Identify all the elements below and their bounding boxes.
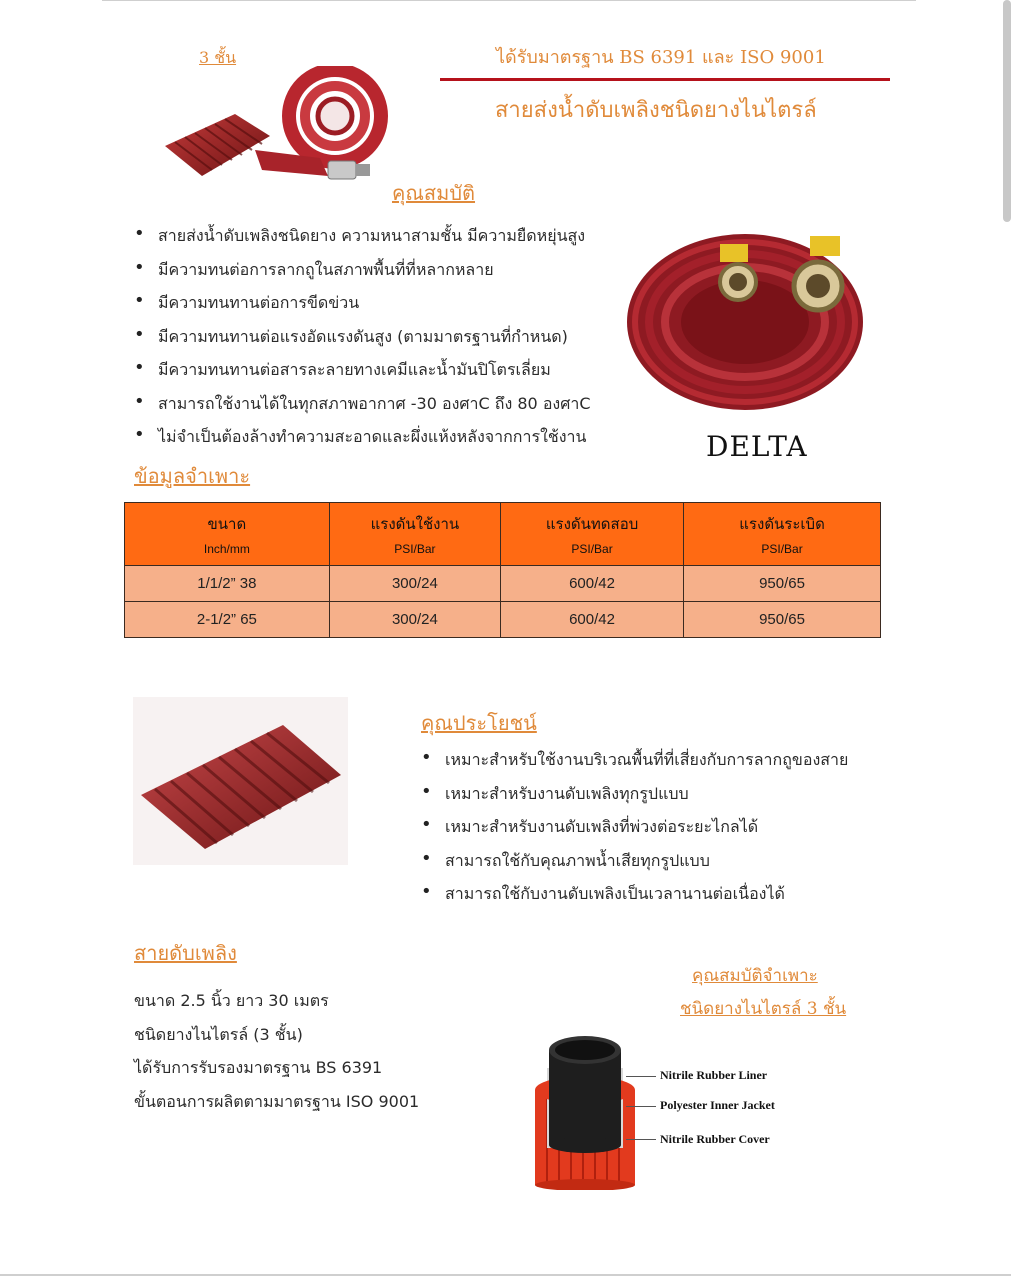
hose-details: [134, 984, 419, 1118]
property-item: • ไม่จำเป็นต้องล้างทำความสะอาดและผึ่งแห้งหลังจากการใช้งาน: [134, 425, 604, 459]
layer-count-label: 3 ชั้น: [199, 48, 237, 67]
benefits-list: [421, 748, 891, 916]
properties-heading: คุณสมบัติ: [392, 181, 476, 205]
table-header-row: [125, 503, 881, 566]
table-cell: 950/65: [684, 602, 881, 638]
benefit-item: • สามารถใช้กับคุณภาพน้ำเสียทุกรูปแบบ: [421, 849, 891, 883]
hose-detail-line: ขั้นตอนการผลิตตามมาตรฐาน ISO 9001: [134, 1091, 420, 1111]
property-item: • สายส่งน้ำดับเพลิงชนิดยาง ความหนาสามชั้น มีความยืดหยุ่นสูง: [134, 224, 604, 258]
header-cell-test: แรงดันทดสอบ PSI/Bar: [501, 503, 684, 566]
property-item: • มีความทนทานต่อการขีดข่วน: [134, 291, 604, 325]
table-cell: 300/24: [329, 566, 500, 602]
benefit-item: • เหมาะสำหรับใช้งานบริเวณพื้นที่ที่เสี่ยงกับการลากถูของสาย: [421, 748, 891, 782]
leader-line: [626, 1139, 656, 1140]
standards-heading: ได้รับมาตรฐาน BS 6391 และ ISO 9001: [496, 47, 826, 68]
table-cell: 600/42: [501, 602, 684, 638]
leader-line: [626, 1106, 656, 1107]
spec-table: [124, 502, 881, 638]
flat-hose-image: [133, 697, 348, 865]
spec-heading: ข้อมูลจำเพาะ: [134, 464, 251, 488]
leader-line: [626, 1076, 656, 1077]
hose-product-image: [160, 66, 395, 194]
table-cell: 600/42: [501, 566, 684, 602]
property-item: • มีความทนต่อการลากถูในสภาพพื้นที่ที่หลากหลาย: [134, 258, 604, 292]
header-cell-size: ขนาด Inch/mm: [125, 503, 330, 566]
top-divider: [102, 0, 916, 1]
property-item: • สามารถใช้งานได้ในทุกสภาพอากาศ -30 องศาC ถึง 80 องศาC: [134, 392, 604, 426]
table-cell: 1/1/2” 38: [125, 566, 330, 602]
hose-detail-line: ได้รับการรับรองมาตรฐาน BS 6391: [134, 1058, 383, 1077]
scrollbar-thumb[interactable]: [1003, 0, 1011, 222]
layers-subheading: ชนิดยางไนไตรล์ 3 ชั้น: [680, 999, 847, 1019]
benefit-item: • เหมาะสำหรับงานดับเพลิงที่พ่วงต่อระยะไกลได้: [421, 815, 891, 849]
table-cell: 2-1/2” 65: [125, 602, 330, 638]
header-divider: [440, 78, 890, 81]
hose-layers-diagram: [525, 1030, 655, 1190]
table-row: [125, 566, 881, 602]
hose-detail-line: ขนาด 2.5 นิ้ว ยาว 30 เมตร: [134, 991, 329, 1010]
brand-name: DELTA: [706, 430, 808, 463]
header-cell-burst: แรงดันระเบิด PSI/Bar: [684, 503, 881, 566]
layers-heading: คุณสมบัติจำเพาะ: [692, 966, 818, 986]
hose-heading: สายดับเพลิง: [134, 941, 237, 965]
header-cell-working: แรงดันใช้งาน PSI/Bar: [329, 503, 500, 566]
coiled-hose-image: [620, 222, 870, 422]
page-title: สายส่งน้ำดับเพลิงชนิดยางไนไตรล์: [495, 98, 817, 123]
benefit-item: • สามารถใช้กับงานดับเพลิงเป็นเวลานานต่อเนื่องได้: [421, 882, 891, 916]
property-item: • มีความทนทานต่อสารละลายทางเคมีและน้ำมันปิโตรเลี่ยม: [134, 358, 604, 392]
table-cell: 300/24: [329, 602, 500, 638]
benefit-item: • เหมาะสำหรับงานดับเพลิงทุกรูปแบบ: [421, 782, 891, 816]
properties-list: [134, 224, 604, 459]
benefits-heading: คุณประโยชน์: [421, 711, 537, 735]
hose-detail-line: ชนิดยางไนไตรล์ (3 ชั้น): [134, 1024, 303, 1044]
layer-label-jacket: Polyester Inner Jacket: [660, 1098, 775, 1112]
table-row: [125, 602, 881, 638]
bottom-divider: [0, 1274, 1011, 1276]
property-item: • มีความทนทานต่อแรงอัดแรงดันสูง (ตามมาตรฐานที่กำหนด): [134, 325, 604, 359]
layer-label-cover: Nitrile Rubber Cover: [660, 1132, 770, 1146]
table-cell: 950/65: [684, 566, 881, 602]
layer-label-liner: Nitrile Rubber Liner: [660, 1068, 768, 1082]
